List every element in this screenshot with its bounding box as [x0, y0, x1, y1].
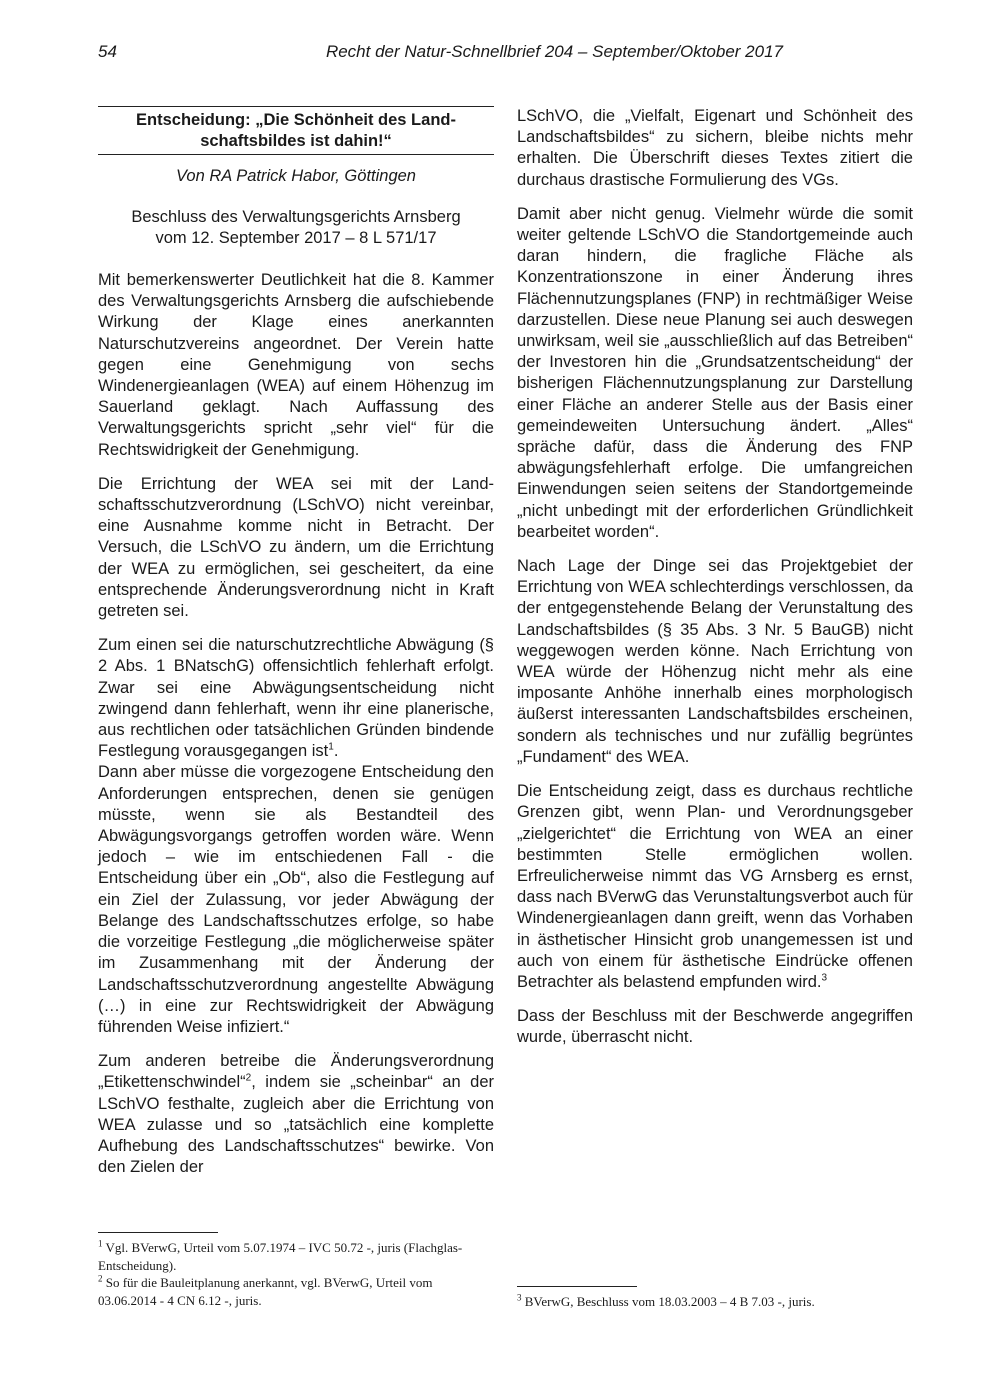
page-number: 54 — [98, 42, 117, 61]
left-paragraph-4: Dann aber müsse die vorgezogene Entscheidung den Anforderungen entsprechen, denen sie genügen müsste, wenn sie als Bestandteil des Abwägungsvorgangs getroffen worden wäre. Wenn jedoch – wie im entschiedenen Fall - die Entscheidung über ein „Ob“, also die Festlegung auf ein Ziel der Zulassung, vor jeder Abwägung der Belange des Landschaftsschutzes erfolge, so habe die vorzeitige Festlegung „die möglicherweise später im Zusammenhang mit der Änderung der Landschaftsschutzverordnung angestellte Abwägung (…) in eine zur Rechtswidrigkeit der Abwägung führenden Weise infiziert.“ — [98, 763, 494, 1036]
footnotes-right — [517, 1286, 913, 1311]
article-title — [98, 106, 494, 155]
footnote-ref-2: 2 — [245, 1072, 252, 1084]
right-paragraph-1: LSchVO, die „Vielfalt, Eigenart und Schönheit des Landschaftsbildes“ zu sichern, bleibe nichts mehr erhalten. Die Überschrift dieses Textes zitiert die durchaus drastische Formulierung des VGs. — [517, 107, 913, 189]
right-paragraph-4-text: Die Entscheidung zeigt, dass es durchaus rechtliche Grenzen gibt, wenn Plan- und Verordnungsgeber „zielgerichtet“ die Errichtung von WEA an einer bestimmten Stelle ermöglichen wollen. Erfreulicherweise nimmt das VG Arnsberg es ernst, dass nach BVerwG das Verunstaltungsverbot auch für Windenergieanlagen dann greift, wenn das Vorhaben in ästhetischer Hinsicht grob unangemessen ist und auch von einem für ästhetische Eindrücke offenen Betrachter als belastend empfunden wird. — [517, 782, 913, 991]
article-author: Von RA Patrick Habor, Göttingen — [176, 167, 416, 185]
footnote-divider — [517, 1286, 637, 1287]
left-paragraph-5 — [98, 1051, 494, 1178]
right-paragraph-3: Nach Lage der Dinge sei das Projektgebiet der Errichtung von WEA schlechterdings verschlossen, da der entgegenstehende Belang der Verunstaltung des Landschaftsbildes (§ 35 Abs. 3 Nr. 5 BauGB) nicht weggewogen werden könne. Nach Errichtung von WEA würde der Höhenzug nicht mehr als eine imposante Anhöhe innerhalb eines morphologisch äußerst interessanten Landschaftsbildes erscheinen, sondern als technisches und nur zufällig begrüntes „Fundament“ des WEA. — [517, 557, 913, 766]
left-column — [98, 106, 494, 1191]
article-title-line1: Entscheidung: „Die Schönheit des Land- — [136, 111, 456, 129]
decision-reference-line1: Beschluss des Verwaltungsgerichts Arnsberg — [131, 208, 461, 226]
footnote-ref-1: 1 — [328, 741, 334, 753]
footnote-3-mark: 3 — [517, 1292, 522, 1303]
footnote-2-text: So für die Bauleitplanung anerkannt, vgl. BVerwG, Urteil vom 03.06.2014 - 4 CN 6.12 -, juris. — [98, 1275, 433, 1308]
left-paragraph-5-a: Zum anderen betreibe die Änderungsverordnung „Etikettenschwindel“ — [98, 1052, 494, 1092]
footnote-1 — [98, 1239, 494, 1274]
right-paragraph-5: Dass der Beschluss mit der Beschwerde angegriffen wurde, überrascht nicht. — [517, 1007, 913, 1047]
footnote-ref-3: 3 — [821, 972, 828, 984]
decision-reference-line2: vom 12. September 2017 – 8 L 571/17 — [155, 229, 437, 247]
footnote-1-text: Vgl. BVerwG, Urteil vom 5.07.1974 – IVC 50.72 -, juris (Flachglas-Entscheidung). — [98, 1240, 463, 1273]
right-paragraph-4 — [517, 781, 913, 993]
decision-reference — [98, 207, 494, 249]
left-paragraph-1: Mit bemerkenswerter Deutlichkeit hat die 8. Kammer des Verwaltungsgerichts Arnsberg die aufschiebende Wirkung der Klage eines anerkannten Naturschutzvereins angeordnet. Der Verein hatte gegen eine Genehmigung von sechs Windenergieanlagen (WEA) auf einem Höhenzug im Sauerland geklagt. Nach Auffassung des Verwaltungsgerichts spricht „sehr viel“ für die Rechtswidrigkeit der Genehmigung. — [98, 271, 494, 459]
left-paragraph-3-text: Zum einen sei die naturschutzrechtliche Abwägung (§ 2 Abs. 1 BNatschG) offensichtlich fehlerhaft erfolgt. Zwar sei eine Abwägungsentscheidung nicht zwingend dann fehlerhaft, wenn ihr eine planerische, aus rechtlichen oder tatsächlichen Gründen bindende Festlegung vorausgegangen ist — [98, 636, 494, 761]
footnote-1-mark: 1 — [98, 1238, 103, 1249]
footnote-2-mark: 2 — [98, 1273, 103, 1284]
footnote-2 — [98, 1274, 494, 1309]
running-title: Recht der Natur-Schnellbrief 204 – September/Oktober 2017 — [325, 42, 783, 61]
left-paragraph-5-b: , indem sie „scheinbar“ an der LSchVO festhalte, zugleich aber die Errichtung von WEA zulasse und so „tatsächlich eine komplette Aufhebung des Landschaftsschutzes“ bewirke. Von den Zielen der — [98, 1073, 494, 1177]
article-title-line2: schaftsbildes ist dahin!“ — [200, 132, 392, 150]
footnotes-left — [98, 1232, 494, 1309]
right-column — [517, 106, 913, 1062]
left-paragraph-2: Die Errichtung der WEA sei mit der Landschaftsschutzverordnung (LSchVO) nicht vereinbar, eine Ausnahme komme nicht in Betracht. Der Versuch, die LSchVO zu ändern, um die Errichtung der WEA zu ermöglichen, sei gescheitert, da eine entsprechende Änderungsverordnung nicht in Kraft getreten sei. — [98, 474, 494, 621]
left-paragraph-3-end: . — [333, 742, 339, 761]
footnote-3 — [517, 1293, 913, 1311]
right-paragraph-2: Damit aber nicht genug. Vielmehr würde die somit weiter geltende LSchVO die Standortgemeinde auch daran hindern, die fragliche Fläche als Konzentrationszone in einer Änderung ihres Flächennutzungsplanes (FNP) in rechtmäßiger Weise darzustellen. Diese neue Planung sei auch deswegen unwirksam, weil sie „ausschließlich auf das Betreiben“ der Investoren hin die „Grundsatzentscheidung“ der bisherigen Flächennutzungsplanung zur Darstellung einer Fläche an anderer Stelle aus der Basis einer gemeindeweiten Untersuchung ändert. „Alles“ spräche dafür, dass die Änderung des FNP abwägungsfehlerhaft erfolge. Die umfangreichen Einwendungen seien seitens der Standortgemeinde „nicht unbedingt mit der erforderlichen Gründlichkeit bearbeitet worden“. — [517, 204, 913, 541]
footnote-divider — [98, 1232, 218, 1233]
footnote-3-text: BVerwG, Beschluss vom 18.03.2003 – 4 B 7.03 -, juris. — [521, 1294, 815, 1309]
left-paragraph-3 — [98, 635, 494, 762]
